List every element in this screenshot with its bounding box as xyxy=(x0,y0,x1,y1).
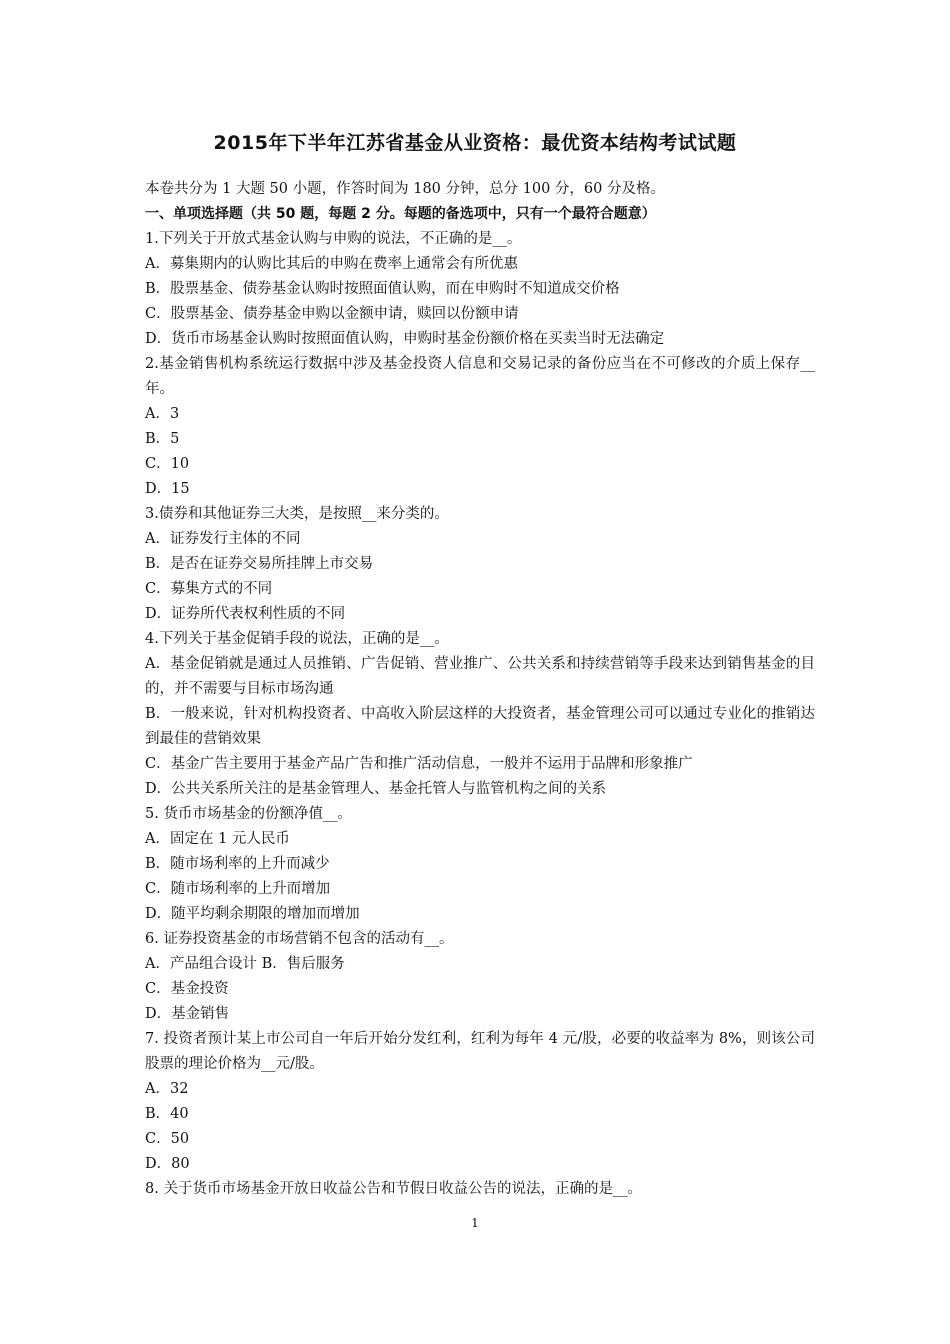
question-6-option-c: C．基金投资 xyxy=(145,981,229,997)
question-3-option-a: A．证券发行主体的不同 xyxy=(145,531,301,547)
question-4-option-d: D．公共关系所关注的是基金管理人、基金托管人与监管机构之间的关系 xyxy=(145,781,607,797)
question-5-stem: 5. 货币市场基金的份额净值__。 xyxy=(145,806,352,822)
question-1-option-d: D．货币市场基金认购时按照面值认购，申购时基金份额价格在买卖当时无法确定 xyxy=(145,331,665,347)
question-3-option-d: D．证券所代表权利性质的不同 xyxy=(145,606,346,622)
question-2-option-b: B．5 xyxy=(145,431,180,447)
question-6-option-d: D．基金销售 xyxy=(145,1006,230,1022)
question-2-option-a: A．3 xyxy=(145,406,180,422)
question-7-option-d: D．80 xyxy=(145,1156,190,1172)
document-body xyxy=(145,177,815,1202)
document-title: 2015年下半年江苏省基金从业资格：最优资本结构考试试题 xyxy=(213,132,737,154)
question-7-option-b: B．40 xyxy=(145,1106,189,1122)
exam-intro: 本卷共分为 1 大题 50 小题，作答时间为 180 分钟，总分 100 分，60 分及格。 xyxy=(145,181,665,197)
question-5-option-a: A．固定在 1 元人民币 xyxy=(145,831,290,847)
page-number: 1 xyxy=(471,1216,479,1230)
question-1-stem: 1.下列关于开放式基金认购与申购的说法，不正确的是__。 xyxy=(145,231,522,247)
section-heading: 一、单项选择题（共 50 题，每题 2 分。每题的备选项中，只有一个最符合题意） xyxy=(145,206,656,222)
question-4-stem: 4.下列关于基金促销手段的说法，正确的是__。 xyxy=(145,631,449,647)
question-7-stem: 7. 投资者预计某上市公司自一年后开始分发红利，红利为每年 4 元/股，必要的收益率为 8%，则该公司股票的理论价格为__元/股。 xyxy=(145,1031,815,1072)
question-8-stem: 8. 关于货币市场基金开放日收益公告和节假日收益公告的说法，正确的是__。 xyxy=(145,1181,642,1197)
question-2-option-c: C．10 xyxy=(145,456,190,472)
question-1-option-c: C．股票基金、债券基金申购以金额申请，赎回以份额申请 xyxy=(145,306,519,322)
question-1-option-b: B．股票基金、债券基金认购时按照面值认购，而在申购时不知道成交价格 xyxy=(145,281,620,297)
question-3-option-c: C．募集方式的不同 xyxy=(145,581,273,597)
question-4-option-a: A．基金促销就是通过人员推销、广告促销、营业推广、公共关系和持续营销等手段来达到销售基金的目的，并不需要与目标市场沟通 xyxy=(145,656,815,697)
question-2-stem: 2.基金销售机构系统运行数据中涉及基金投资人信息和交易记录的备份应当在不可修改的介质上保存__年。 xyxy=(145,356,815,397)
question-4-option-b: B．一般来说，针对机构投资者、中高收入阶层这样的大投资者，基金管理公司可以通过专业化的推销达到最佳的营销效果 xyxy=(145,706,815,747)
question-2-option-d: D．15 xyxy=(145,481,190,497)
question-1-option-a: A．募集期内的认购比其后的申购在费率上通常会有所优惠 xyxy=(145,256,518,272)
question-6-option-ab: A．产品组合设计 B．售后服务 xyxy=(145,956,345,972)
question-7-option-a: A．32 xyxy=(145,1081,189,1097)
question-5-option-d: D．随平均剩余期限的增加而增加 xyxy=(145,906,360,922)
question-5-option-b: B．随市场利率的上升而减少 xyxy=(145,856,330,872)
question-5-option-c: C．随市场利率的上升而增加 xyxy=(145,881,331,897)
question-3-option-b: B．是否在证券交易所挂牌上市交易 xyxy=(145,556,374,572)
question-4-option-c: C．基金广告主要用于基金产品广告和推广活动信息，一般并不运用于品牌和形象推广 xyxy=(145,756,693,772)
question-3-stem: 3.债券和其他证券三大类，是按照__来分类的。 xyxy=(145,506,449,522)
question-7-option-c: C．50 xyxy=(145,1131,190,1147)
question-6-stem: 6. 证券投资基金的市场营销不包含的活动有__。 xyxy=(145,931,454,947)
